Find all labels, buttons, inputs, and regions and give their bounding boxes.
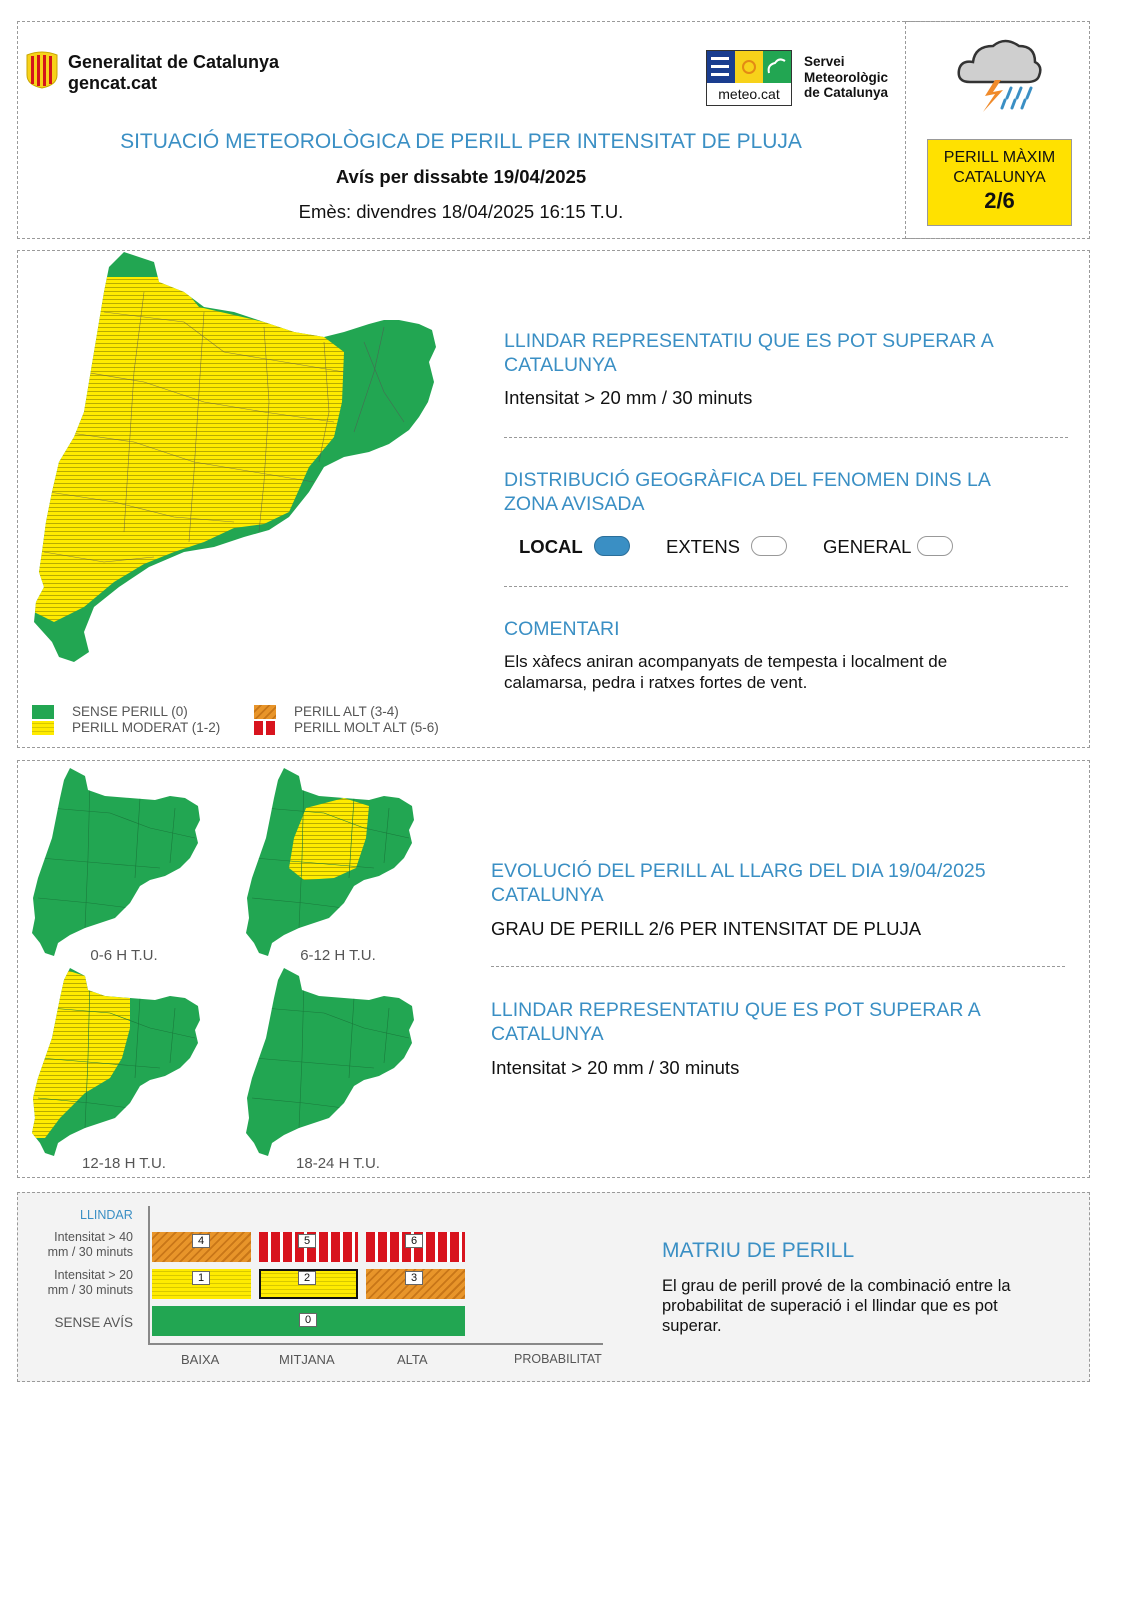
divider	[504, 437, 1068, 438]
general-toggle[interactable]	[917, 536, 953, 556]
evolution-map-12-18	[26, 968, 206, 1163]
period-label-12-18: 12-18 H T.U.	[82, 1155, 166, 1172]
generalitat-name: Generalitat de Catalunya	[68, 52, 280, 72]
smc-name: Servei Meteorològic de Catalunya	[804, 54, 889, 100]
distribution-title: DISTRIBUCIÓ GEOGRÀFICA DEL FENOMEN DINS LA ZONA AVISADA	[504, 469, 990, 515]
catalonia-warning-map	[24, 252, 454, 687]
distribution-option-local: LOCAL	[519, 536, 583, 557]
legend-label-moderate: PERILL MODERAT (1-2)	[72, 720, 221, 735]
matrix-row-label-high: Intensitat > 40 mm / 30 minuts	[47, 1230, 133, 1259]
meteocat-logo-text: meteo.cat	[718, 86, 780, 102]
evolution-map-18-24	[240, 968, 420, 1163]
prob-low-label: BAIXA	[181, 1352, 220, 1367]
meteocat-logo	[706, 50, 792, 106]
divider	[491, 966, 1065, 967]
distribution-option-general: GENERAL	[823, 536, 912, 557]
matrix-cell-5-label: 5	[298, 1234, 316, 1248]
matrix-description: El grau de perill prové de la combinació entre la probabilitat de superació i el llindar que es pot superar.	[662, 1277, 1011, 1335]
max-danger-badge: PERILL MÀXIM CATALUNYA 2/6	[927, 139, 1072, 226]
issued-time: Emès: divendres 18/04/2025 16:15 T.U.	[298, 201, 624, 222]
matrix-cell-0-label: 0	[299, 1313, 317, 1327]
max-danger-level: 2/6	[984, 188, 1015, 213]
gencat-url: gencat.cat	[68, 73, 158, 93]
legend-swatch-red	[254, 721, 276, 735]
generalitat-logo	[24, 51, 60, 89]
danger-degree: GRAU DE PERILL 2/6 PER INTENSITAT DE PLUJA	[491, 918, 922, 939]
matrix-y-axis	[148, 1206, 150, 1344]
matrix-cell-1-label: 1	[192, 1271, 210, 1285]
evolution-map-0-6	[26, 768, 206, 963]
legend-label-high: PERILL ALT (3-4)	[294, 704, 399, 719]
prob-mid-label: MITJANA	[279, 1352, 335, 1367]
matrix-title: MATRIU DE PERILL	[662, 1239, 855, 1262]
legend-label-none: SENSE PERILL (0)	[72, 704, 188, 719]
matrix-cell-2-label: 2	[298, 1271, 316, 1285]
evolution-threshold-title: LLINDAR REPRESENTATIU QUE ES POT SUPERAR A CATALUNYA	[491, 999, 980, 1045]
page-title: SITUACIÓ METEOROLÒGICA DE PERILL PER INTENSITAT DE PLUJA	[120, 130, 802, 153]
warning-date: Avís per dissabte 19/04/2025	[335, 166, 587, 187]
period-label-18-24: 18-24 H T.U.	[296, 1155, 380, 1172]
storm-rain-icon	[955, 32, 1045, 122]
matrix-x-axis	[148, 1343, 603, 1345]
evolution-threshold-value: Intensitat > 20 mm / 30 minuts	[491, 1057, 740, 1078]
legend-swatch-orange	[254, 705, 276, 719]
threshold-title: LLINDAR REPRESENTATIU QUE ES POT SUPERAR A CATALUNYA	[504, 330, 993, 376]
divider	[504, 586, 1068, 587]
evolution-title: EVOLUCIÓ DEL PERILL AL LLARG DEL DIA 19/04/2025 CATALUNYA	[491, 860, 986, 906]
matrix-row-label-none: SENSE AVÍS	[54, 1315, 133, 1330]
matrix-row-label-mid: Intensitat > 20 mm / 30 minuts	[47, 1268, 133, 1297]
comment-text: Els xàfecs aniran acompanyats de tempesta i localment de calamarsa, pedra i ratxes fortes de vent.	[504, 652, 948, 692]
evolution-map-6-12	[240, 768, 420, 963]
legend-label-very-high: PERILL MOLT ALT (5-6)	[294, 720, 439, 735]
matrix-threshold-axis-label: LLINDAR	[80, 1208, 133, 1222]
extens-toggle[interactable]	[751, 536, 787, 556]
distribution-option-extens: EXTENS	[666, 536, 741, 557]
period-label-6-12: 6-12 H T.U.	[300, 947, 376, 964]
probability-axis-label: PROBABILITAT	[514, 1352, 602, 1366]
legend-swatch-yellow	[32, 721, 54, 735]
matrix-cell-3-label: 3	[405, 1271, 423, 1285]
matrix-cell-6-label: 6	[405, 1234, 423, 1248]
prob-high-label: ALTA	[397, 1352, 428, 1367]
period-label-0-6: 0-6 H T.U.	[90, 947, 158, 964]
legend-swatch-green	[32, 705, 54, 719]
comment-title: COMENTARI	[504, 618, 620, 640]
matrix-cell-4-label: 4	[192, 1234, 210, 1248]
threshold-value: Intensitat > 20 mm / 30 minuts	[504, 387, 753, 408]
local-toggle[interactable]	[594, 536, 630, 556]
